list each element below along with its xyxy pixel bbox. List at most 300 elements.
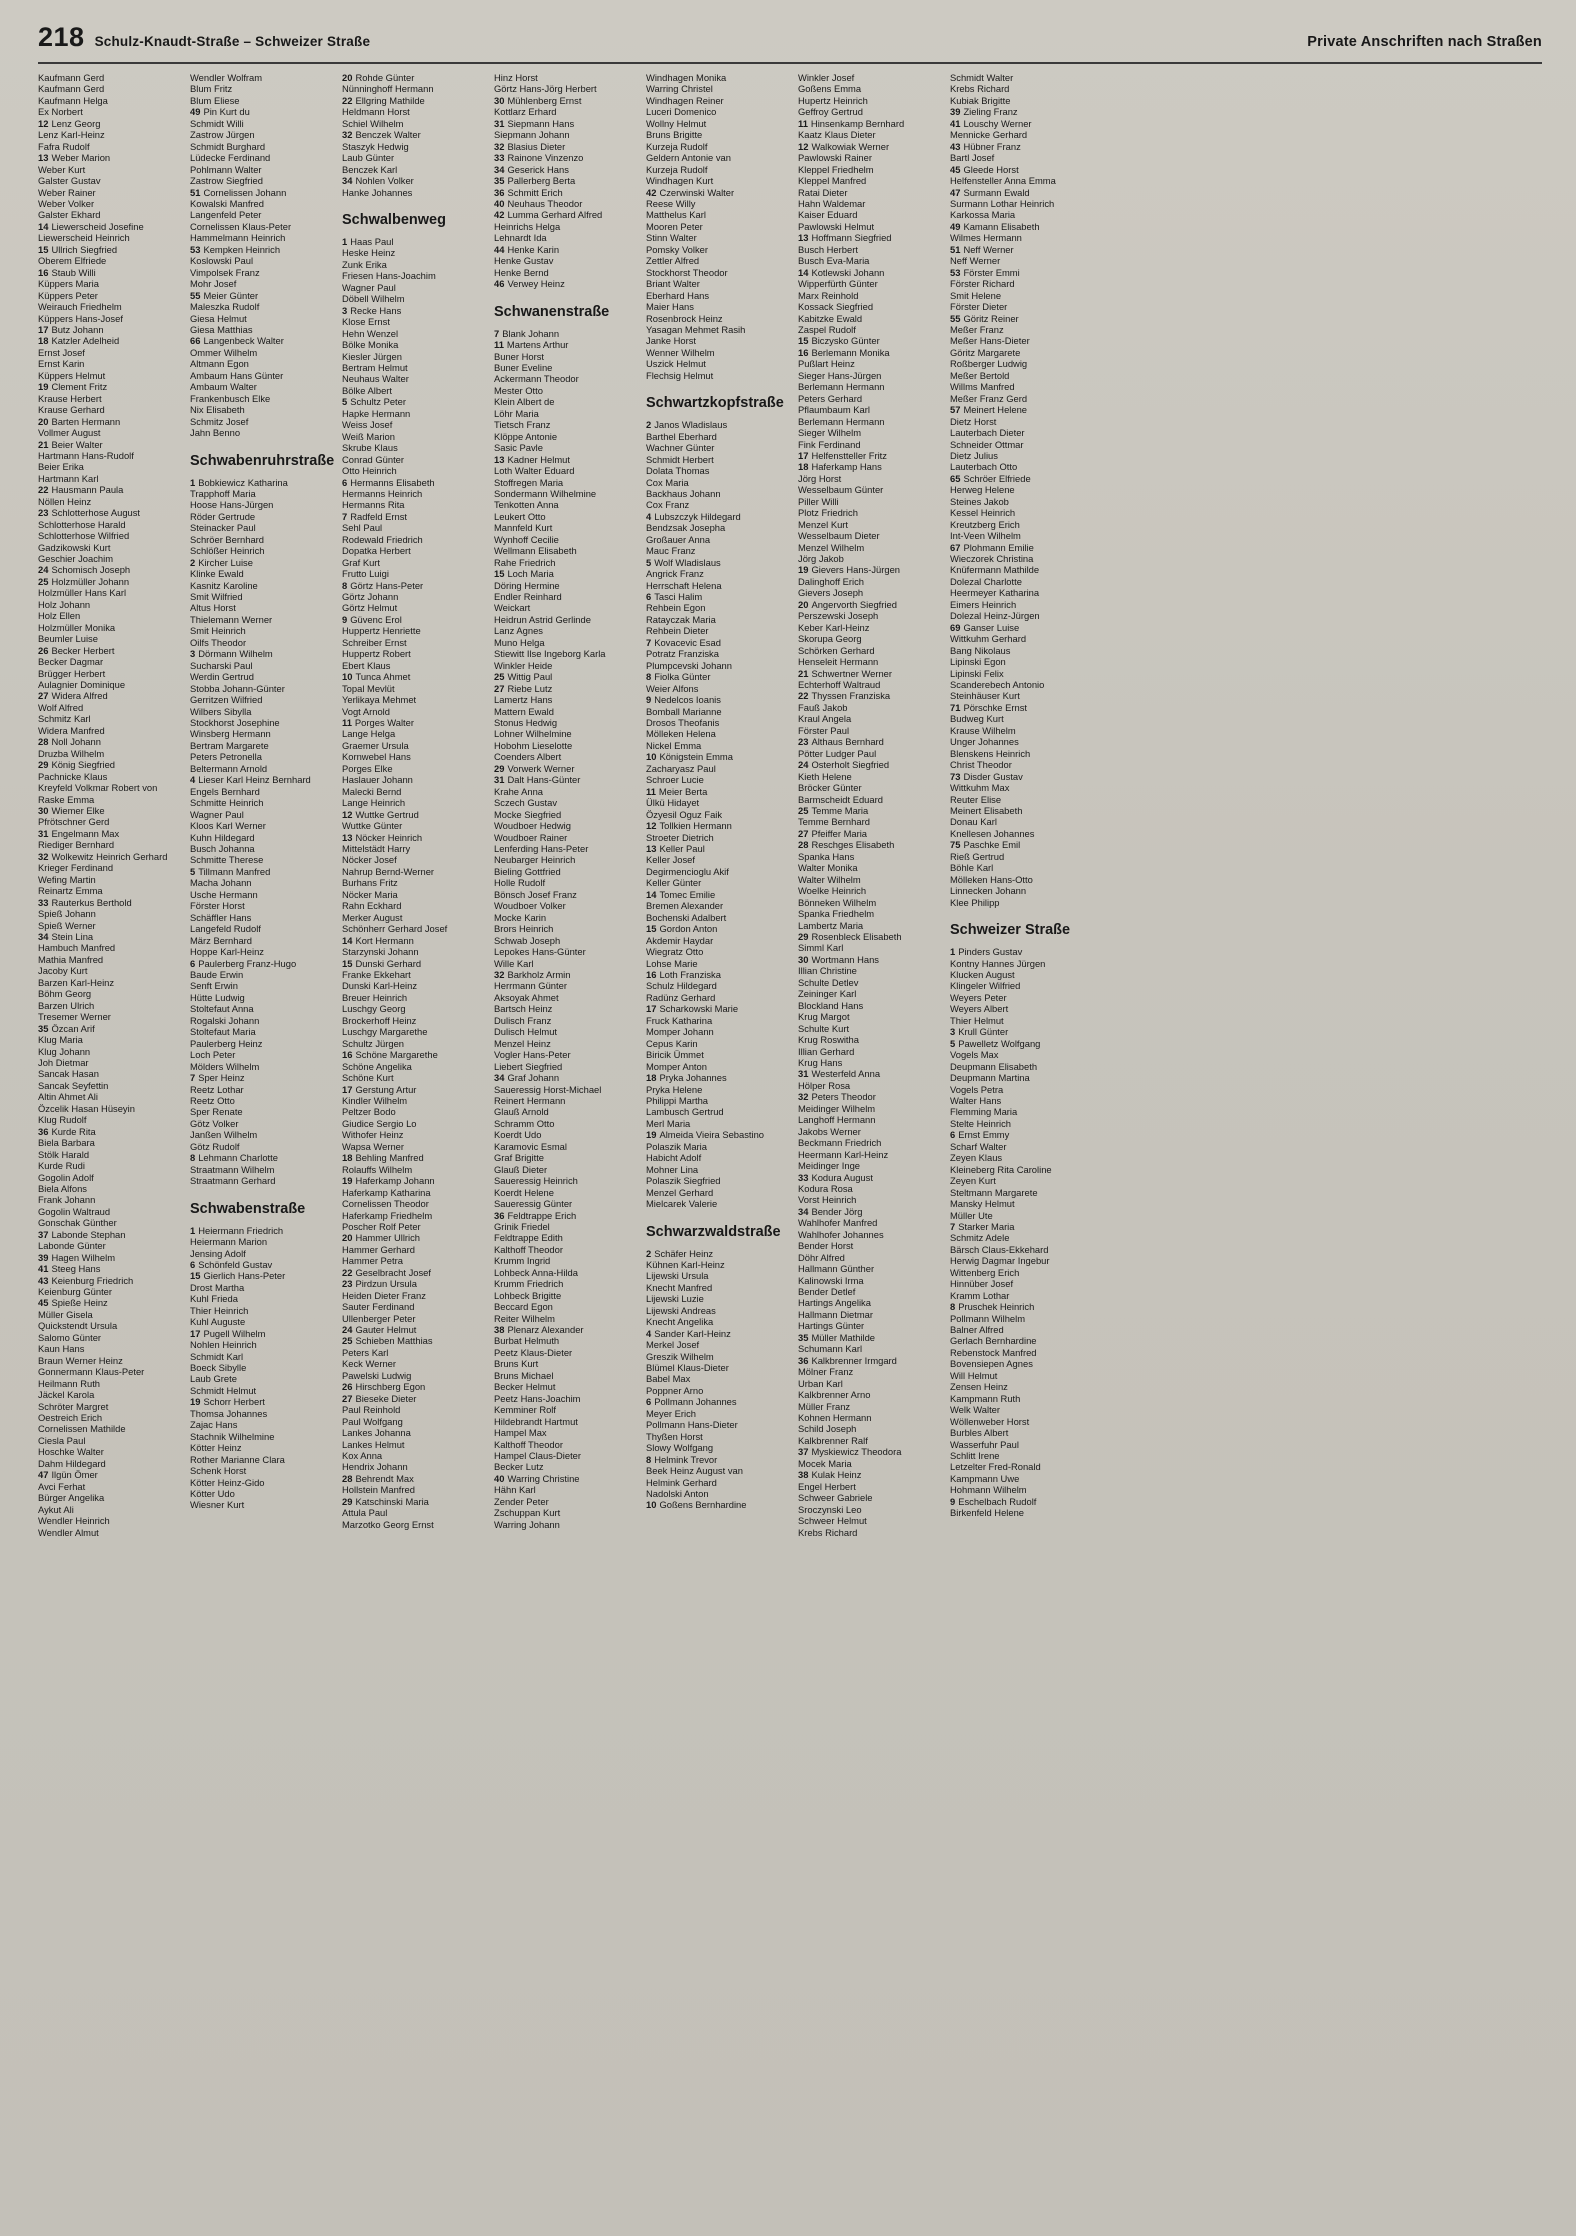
house-number: 7 <box>494 327 500 339</box>
resident-name: Schultz Jürgen <box>342 1037 405 1049</box>
resident-name: Biela Alfons <box>38 1182 87 1194</box>
directory-entry <box>190 1003 336 1014</box>
directory-entry <box>798 1458 944 1469</box>
resident-name: Hähn Karl <box>494 1484 536 1496</box>
directory-entry <box>494 187 640 198</box>
resident-name: Riebe Lutz <box>507 682 553 694</box>
directory-entry <box>190 1293 336 1304</box>
directory-entry <box>950 1290 1096 1301</box>
directory-entry <box>646 992 792 1003</box>
resident-name: Beek Heinz August van <box>646 1465 743 1477</box>
resident-name: Rebenstock Manfred <box>950 1346 1037 1358</box>
resident-name: Krause Wilhelm <box>950 724 1016 736</box>
house-number: 23 <box>342 1278 353 1290</box>
resident-name: Mölner Franz <box>798 1366 854 1378</box>
directory-entry <box>950 530 1096 541</box>
directory-entry <box>342 614 488 625</box>
directory-entry <box>646 843 792 854</box>
directory-entry <box>950 633 1096 644</box>
resident-name: Kottlarz Erhard <box>494 106 557 118</box>
resident-name: Aykut Ali <box>38 1503 74 1515</box>
directory-entry <box>190 1072 336 1083</box>
directory-entry <box>950 1370 1096 1381</box>
directory-entry <box>950 1324 1096 1335</box>
directory-entry <box>38 1412 184 1423</box>
directory-entry <box>190 1442 336 1453</box>
resident-name: Meinert Helene <box>963 404 1028 416</box>
directory-entry <box>494 728 640 739</box>
resident-name: Hanke Johannes <box>342 186 413 198</box>
resident-name: Wiesner Kurt <box>190 1499 245 1511</box>
directory-entry <box>798 851 944 862</box>
resident-name: Kaufmann Gerd <box>38 83 105 95</box>
directory-entry <box>494 1324 640 1335</box>
resident-name: Weber Rainer <box>38 186 96 198</box>
directory-entry <box>494 1210 640 1221</box>
resident-name: Warring Johann <box>494 1518 560 1530</box>
directory-entry <box>190 1015 336 1026</box>
resident-name: Kalthoff Theodor <box>494 1438 563 1450</box>
directory-entry <box>342 396 488 407</box>
resident-name: Macha Johann <box>190 877 252 889</box>
house-number: 13 <box>342 831 353 843</box>
resident-name: Meyer Erich <box>646 1407 697 1419</box>
resident-name: Wipperfürth Günter <box>798 278 878 290</box>
page-header <box>38 22 1542 62</box>
directory-entry <box>38 1172 184 1183</box>
resident-name: Usche Hermann <box>190 888 258 900</box>
directory-entry <box>646 335 792 346</box>
house-number: 30 <box>38 805 49 816</box>
house-number: 7 <box>646 636 652 648</box>
resident-name: Neuhaus Theodor <box>507 197 583 209</box>
directory-entry <box>190 290 336 301</box>
directory-entry <box>798 1275 944 1286</box>
resident-name: Sieger Wilhelm <box>798 427 862 439</box>
resident-name: Widera Manfred <box>38 724 105 736</box>
resident-name: Sander Karl-Heinz <box>654 1327 731 1339</box>
resident-name: Schöne Angelika <box>342 1060 412 1072</box>
resident-name: Wellmann Elisabeth <box>494 545 577 557</box>
resident-name: Wagner Paul <box>342 281 396 293</box>
house-number: 8 <box>950 1301 956 1313</box>
resident-name: Weber Kurt <box>38 163 86 175</box>
directory-entry <box>646 706 792 717</box>
resident-name: Stelte Heinrich <box>950 1117 1011 1129</box>
resident-name: Bartl Josef <box>950 152 995 164</box>
resident-name: Skrube Klaus <box>342 442 398 454</box>
resident-name: Gerlach Bernhardine <box>950 1335 1037 1347</box>
resident-name: Pötter Ludger Paul <box>798 747 877 759</box>
resident-name: Wilbers Sibylla <box>190 705 252 717</box>
resident-name: Avci Ferhat <box>38 1480 86 1492</box>
directory-entry <box>190 313 336 324</box>
resident-name: Hinz Horst <box>494 72 538 83</box>
resident-name: Ernst Josef <box>38 346 85 358</box>
directory-entry <box>342 717 488 728</box>
resident-name: Illian Christine <box>798 965 857 977</box>
directory-column <box>190 72 342 2226</box>
resident-name: Hartmann Hans-Rudolf <box>38 449 134 461</box>
house-number: 37 <box>38 1228 49 1240</box>
house-number: 17 <box>190 1327 201 1339</box>
resident-name: Schulte Kurt <box>798 1022 850 1034</box>
directory-entry <box>342 1141 488 1152</box>
resident-name: Krebs Richard <box>798 1526 858 1538</box>
directory-entry <box>190 335 336 346</box>
resident-name: Peters Theodor <box>811 1091 876 1103</box>
directory-entry <box>494 1187 640 1198</box>
resident-name: Buner Horst <box>494 350 545 362</box>
directory-entry <box>342 247 488 258</box>
directory-entry <box>798 278 944 289</box>
resident-name: Simml Karl <box>798 942 844 954</box>
resident-name: Pryka Johannes <box>659 1072 727 1084</box>
resident-name: Weber Marion <box>51 152 111 164</box>
directory-entry <box>342 465 488 476</box>
resident-name: Reuter Elise <box>950 793 1002 805</box>
resident-name: Döhr Alfred <box>798 1251 845 1263</box>
directory-entry <box>190 1225 336 1236</box>
resident-name: Kurzeja Rudolf <box>646 140 708 152</box>
resident-name: Baude Erwin <box>190 968 244 980</box>
resident-name: Heilmann Ruth <box>38 1377 101 1389</box>
directory-entry <box>798 954 944 965</box>
house-number: 21 <box>798 667 809 679</box>
resident-name: Woudboer Hedwig <box>494 820 571 832</box>
resident-name: Maier Hans <box>646 301 694 313</box>
resident-name: Thier Heinrich <box>190 1304 249 1316</box>
resident-name: Bönneken Wilhelm <box>798 896 877 908</box>
resident-name: Hohmann Wilhelm <box>950 1484 1027 1496</box>
resident-name: Pollmann Wilhelm <box>950 1312 1026 1324</box>
resident-name: Güvenc Erol <box>350 613 402 625</box>
street-heading: Schwarzwaldstraße <box>646 1223 781 1240</box>
resident-name: Zacharyasz Paul <box>646 762 716 774</box>
house-number: 29 <box>342 1495 353 1507</box>
directory-entry <box>494 877 640 888</box>
directory-entry <box>38 1469 184 1480</box>
resident-name: Matthelus Karl <box>646 209 706 221</box>
directory-entry <box>38 977 184 988</box>
resident-name: Starker Maria <box>958 1220 1015 1232</box>
house-number: 29 <box>798 930 809 942</box>
directory-entry <box>950 897 1096 908</box>
resident-name: Schomisch Joseph <box>51 564 131 576</box>
resident-name: Weiß Marion <box>342 430 395 442</box>
resident-name: Bölke Albert <box>342 384 393 396</box>
directory-entry <box>798 1240 944 1251</box>
directory-entry <box>38 152 184 163</box>
resident-name: Ambaum Hans Günter <box>190 369 284 381</box>
directory-entry <box>798 1527 944 1538</box>
resident-name: Göritz Margarete <box>950 346 1021 358</box>
resident-name: Pörschke Ernst <box>963 701 1028 713</box>
directory-entry <box>646 1270 792 1281</box>
directory-entry <box>342 419 488 430</box>
house-number: 71 <box>950 701 961 713</box>
resident-name: Giesa Helmut <box>190 312 247 324</box>
directory-entry <box>646 477 792 488</box>
directory-entry <box>38 1080 184 1091</box>
resident-name: Hehn Wenzel <box>342 327 399 339</box>
directory-entry <box>190 602 336 613</box>
directory-entry <box>494 442 640 453</box>
directory-entry <box>798 519 944 530</box>
directory-entry <box>342 72 488 83</box>
resident-name: Quickstendt Ursula <box>38 1320 118 1332</box>
directory-entry <box>38 908 184 919</box>
directory-entry <box>342 1416 488 1427</box>
directory-entry <box>798 141 944 152</box>
directory-entry <box>494 1484 640 1495</box>
resident-name: Knecht Manfred <box>646 1281 713 1293</box>
house-number: 40 <box>494 197 505 209</box>
resident-name: Lohner Wilhelmine <box>494 728 572 740</box>
directory-entry <box>38 347 184 358</box>
directory-entry <box>190 1270 336 1281</box>
directory-entry <box>38 1275 184 1286</box>
resident-name: Kodura Rosa <box>798 1182 853 1194</box>
resident-name: Schramm Otto <box>494 1117 555 1129</box>
directory-entry <box>494 1381 640 1392</box>
resident-name: Knüfermann Mathilde <box>950 564 1040 576</box>
resident-name: Merkel Josef <box>646 1339 700 1351</box>
resident-name: Myskiewicz Theodora <box>811 1446 902 1458</box>
resident-name: Klingeler Wilfried <box>950 980 1021 992</box>
directory-entry <box>342 259 488 270</box>
directory-entry <box>646 763 792 774</box>
house-number: 31 <box>798 1068 809 1080</box>
directory-entry <box>798 622 944 633</box>
resident-name: Gleede Horst <box>963 163 1019 175</box>
resident-name: Greszik Wilhelm <box>646 1350 714 1362</box>
resident-name: Helmink Gerhard <box>646 1476 717 1488</box>
directory-entry <box>798 347 944 358</box>
resident-name: Wendler Almut <box>38 1526 99 1538</box>
house-number: 18 <box>342 1152 353 1164</box>
directory-entry <box>950 1393 1096 1404</box>
directory-entry <box>494 351 640 362</box>
directory-entry <box>798 1172 944 1183</box>
resident-name: Steeg Hans <box>51 1263 101 1275</box>
directory-entry <box>38 496 184 507</box>
directory-entry <box>38 1309 184 1320</box>
resident-name: Burhans Fritz <box>342 877 398 889</box>
resident-name: Holzmüller Johann <box>51 575 130 587</box>
resident-name: Saueressig Horst-Michael <box>494 1083 602 1095</box>
directory-entry <box>646 198 792 209</box>
resident-name: Hölper Rosa <box>798 1079 851 1091</box>
directory-entry <box>798 725 944 736</box>
resident-name: Langhoff Hermann <box>798 1114 876 1126</box>
directory-entry <box>190 1351 336 1362</box>
resident-name: Drost Martha <box>190 1281 245 1293</box>
resident-name: Rolauffs Wilhelm <box>342 1163 413 1175</box>
resident-name: Saueressig Günter <box>494 1198 573 1210</box>
house-number: 11 <box>494 339 504 351</box>
resident-name: Urban Karl <box>798 1377 843 1389</box>
directory-entry <box>950 1255 1096 1266</box>
directory-entry <box>798 977 944 988</box>
resident-name: Pollmann Hans-Dieter <box>646 1419 738 1431</box>
resident-name: Bender Jörg <box>811 1205 863 1217</box>
directory-entry <box>798 1332 944 1343</box>
resident-name: Woelke Heinrich <box>798 885 867 897</box>
directory-entry <box>38 805 184 816</box>
house-number: 6 <box>190 1258 196 1270</box>
directory-entry <box>950 992 1096 1003</box>
directory-entry <box>646 522 792 533</box>
directory-entry <box>646 1305 792 1316</box>
resident-name: Thyßen Horst <box>646 1430 703 1442</box>
resident-name: Siepmann Hans <box>507 117 575 129</box>
resident-name: Wahlhofer Manfred <box>798 1217 878 1229</box>
resident-name: Heiermann Friedrich <box>198 1224 284 1236</box>
resident-name: Kotlewski Johann <box>811 266 885 278</box>
directory-entry <box>342 305 488 316</box>
resident-name: Menzel Wilhelm <box>798 541 865 553</box>
directory-entry <box>342 293 488 304</box>
resident-name: Kox Anna <box>342 1450 383 1462</box>
directory-entry <box>38 874 184 885</box>
resident-name: Withofer Heinz <box>342 1129 404 1141</box>
directory-entry <box>38 1515 184 1526</box>
directory-entry <box>342 1026 488 1037</box>
resident-name: Mölders Wilhelm <box>190 1060 260 1072</box>
resident-name: Mocke Karin <box>494 911 547 923</box>
resident-name: Bang Nikolaus <box>950 644 1011 656</box>
directory-entry <box>190 683 336 694</box>
resident-name: Loth Walter Eduard <box>494 465 575 477</box>
resident-name: Schlotterhose Wilfried <box>38 530 130 542</box>
directory-entry <box>342 488 488 499</box>
directory-entry <box>646 232 792 243</box>
house-number: 29 <box>494 762 505 774</box>
resident-name: Galster Gustav <box>38 175 101 187</box>
directory-entry <box>798 496 944 507</box>
directory-entry <box>798 713 944 724</box>
resident-name: Mühlenberg Ernst <box>507 94 582 106</box>
directory-entry <box>798 209 944 220</box>
resident-name: Schweer Helmut <box>798 1515 867 1527</box>
resident-name: Schieben Matthias <box>355 1335 433 1347</box>
resident-name: Löhr Maria <box>494 407 539 419</box>
directory-entry <box>646 358 792 369</box>
resident-name: Goßens Emma <box>798 83 862 95</box>
resident-name: Eberhard Hans <box>646 289 710 301</box>
resident-name: Langefeld Rudolf <box>190 923 261 935</box>
directory-entry <box>798 1217 944 1228</box>
directory-entry <box>494 1095 640 1106</box>
directory-entry <box>342 843 488 854</box>
resident-name: Förster Richard <box>950 278 1015 290</box>
resident-name: Keienburg Günter <box>38 1286 113 1298</box>
directory-entry <box>38 335 184 346</box>
resident-name: Kuhl Auguste <box>190 1316 246 1328</box>
directory-entry <box>38 393 184 404</box>
directory-entry <box>950 232 1096 243</box>
resident-name: Wiemer Elke <box>51 805 105 816</box>
directory-entry <box>494 408 640 419</box>
directory-entry <box>950 702 1096 713</box>
directory-entry <box>342 1084 488 1095</box>
resident-name: Laub Grete <box>190 1373 237 1385</box>
directory-entry <box>494 935 640 946</box>
resident-name: Philippi Martha <box>646 1094 709 1106</box>
directory-entry <box>190 1362 336 1373</box>
directory-entry <box>38 324 184 335</box>
directory-entry <box>798 164 944 175</box>
resident-name: Reetz Otto <box>190 1094 235 1106</box>
resident-name: Gerritzen Wilfried <box>190 694 263 706</box>
directory-entry <box>950 301 1096 312</box>
directory-entry <box>38 1126 184 1137</box>
directory-entry <box>494 83 640 94</box>
resident-name: Krieger Ferdinand <box>38 862 114 874</box>
resident-name: Blümel Klaus-Dieter <box>646 1362 729 1374</box>
directory-entry <box>950 1221 1096 1232</box>
house-number: 67 <box>950 541 961 553</box>
house-number: 1 <box>190 476 196 488</box>
resident-name: Tietsch Franz <box>494 419 551 431</box>
resident-name: Geselbracht Josef <box>355 1266 431 1278</box>
resident-name: Dietz Horst <box>950 415 997 427</box>
resident-name: Herrschaft Helena <box>646 579 722 591</box>
directory-entry <box>494 164 640 175</box>
resident-name: Bürger Angelika <box>38 1492 105 1504</box>
directory-entry <box>190 1095 336 1106</box>
directory-entry <box>342 1255 488 1266</box>
directory-entry <box>38 576 184 587</box>
street-heading: Schweizer Straße <box>950 922 1071 939</box>
resident-name: Wolf Alfred <box>38 701 84 713</box>
directory-entry <box>798 908 944 919</box>
resident-name: Becker Dagmar <box>38 656 104 668</box>
directory-entry <box>190 324 336 335</box>
directory-entry <box>494 1232 640 1243</box>
directory-entry <box>494 152 640 163</box>
directory-entry <box>798 885 944 896</box>
directory-entry <box>950 1187 1096 1198</box>
directory-entry <box>950 427 1096 438</box>
directory-entry <box>798 1492 944 1503</box>
resident-name: Laub Günter <box>342 152 395 164</box>
resident-name: Küppers Helmut <box>38 369 106 381</box>
directory-entry <box>494 648 640 659</box>
house-number: 34 <box>798 1205 809 1217</box>
directory-entry <box>646 1419 792 1430</box>
house-number: 9 <box>950 1495 956 1507</box>
resident-name: Kindler Wilhelm <box>342 1094 408 1106</box>
directory-entry <box>798 1435 944 1446</box>
house-number: 20 <box>798 598 809 610</box>
resident-name: Hoose Hans-Jürgen <box>190 499 274 511</box>
resident-name: Plumpcevski Johann <box>646 659 732 671</box>
resident-name: Kurzeja Rudolf <box>646 163 708 175</box>
resident-name: Lijewski Andreas <box>646 1304 716 1316</box>
directory-entry <box>342 557 488 568</box>
resident-name: Kossack Siegfried <box>798 301 874 313</box>
directory-entry <box>494 221 640 232</box>
resident-name: Roßberger Ludwig <box>950 358 1028 370</box>
directory-entry <box>494 625 640 636</box>
directory-entry <box>494 95 640 106</box>
directory-entry <box>646 820 792 831</box>
resident-name: Förster Dieter <box>950 301 1008 313</box>
directory-entry <box>646 1164 792 1175</box>
resident-name: Muno Helga <box>494 636 545 648</box>
